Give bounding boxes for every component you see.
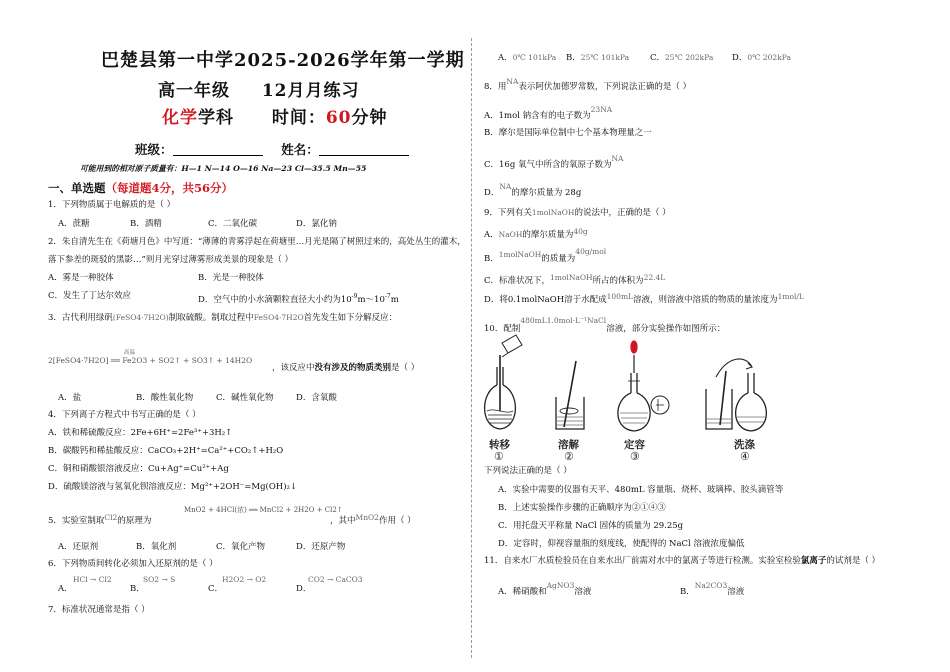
q9-d-label: D．将0.1molNaOH溶于水配成 (484, 295, 607, 305)
q3-option-c: C．碱性氧化物 (216, 393, 274, 403)
q10-question: 下列说法正确的是（ ） (484, 466, 572, 476)
class-label: 班级： (135, 142, 173, 157)
q3-tail-bold: 没有涉及的物质类别 (314, 363, 392, 373)
q6-stem: 6．下列物质间转化必须加入还原剂的是（ ） (48, 559, 218, 569)
q5-mno2: MnO2 (355, 513, 379, 522)
section-note: （每道题4分，共56分） (105, 181, 234, 195)
q8-option-a (484, 104, 612, 122)
q7-option-c (650, 52, 713, 64)
q9-option-b (484, 246, 606, 265)
q2-stem-line2: 落下参差的斑驳的黑影…”则月光穿过薄雾形成美景的现象是（ ） (48, 255, 294, 265)
q6-a-formula: HCl → Cl2 (73, 575, 112, 584)
q5-option-d: D．还原产物 (296, 542, 346, 552)
q9-d-formula1: 100mL (606, 292, 634, 301)
q11-b-post: 溶液 (727, 587, 745, 597)
q8-stem (484, 76, 691, 93)
q8-option-b: B．摩尔是国际单位制中七个基本物理量之一 (484, 128, 652, 138)
caption-4: 洗涤 (734, 439, 755, 451)
q11-stem-bold: 氯离子 (800, 556, 827, 566)
subject-rest: 学科 (198, 108, 234, 128)
q11-stem-pre: 11．自来水厂水质检验员在自来水出厂前需对水中的氯离子等进行检测。实验室检验 (484, 556, 801, 566)
caption-1: 转移 (489, 439, 510, 451)
step-number-4: ④ (740, 450, 750, 463)
time-unit: 分钟 (351, 108, 388, 128)
q7-b-formula: 25℃ 101kPa (580, 53, 630, 62)
q8-stem-pre: 8．用 (484, 82, 507, 92)
q5-equation: MnO2 + 4HCl(浓) ══ MnCl2 + 2H2O + Cl2↑ (184, 506, 343, 514)
q11-a-pre: A．稀硝酸和 (498, 587, 547, 597)
q1-option-d: D．氯化钠 (296, 219, 337, 229)
q5-tail (330, 512, 416, 527)
q11-option-a (498, 580, 591, 598)
q10-option-d: D．定容时，仰视容量瓶的刻度线，使配得的 NaCl 溶液浓度偏低 (498, 539, 745, 549)
dissolve-apparatus (556, 361, 584, 429)
q6-c-formula: H2O2 → O2 (222, 575, 267, 584)
q8-d-formula: NA (499, 182, 512, 191)
q5-option-b: B．氧化剂 (136, 542, 177, 552)
q3-tail-post: 是（ ） (391, 363, 420, 373)
atomic-masses: 可能用到的相对原子质量有：H—1 N—14 O—16 Na—23 Cl—35.5 Mn—55 (80, 164, 367, 173)
q10-option-b: B．上述实验操作步骤的正确顺序为②①④③ (498, 503, 666, 513)
q2-d-exp1: -9 (351, 293, 358, 300)
q7-option-d (732, 52, 791, 64)
q3-stem-pre: 3．古代利用绿矾 (48, 313, 113, 323)
q9-c-formula1: 1molNaOH (550, 273, 593, 282)
q9-b-formula2: 40g/mol (575, 247, 607, 256)
q3-option-a: A．盐 (58, 393, 82, 403)
q9-d-mid: 溶液，则溶液中溶质的物质的量浓度为 (633, 295, 778, 305)
grade-label: 高一年级 (158, 81, 230, 101)
q5-option-c: C．氧化产物 (216, 542, 266, 552)
washing-apparatus (706, 359, 766, 431)
q5-stem-post: ，其中 (330, 516, 356, 526)
q1-option-b: B．酒精 (130, 219, 162, 229)
q7-c-formula: 25℃ 202kPa (665, 53, 714, 62)
q5-stem (48, 512, 151, 527)
q3-stem-post: 首先发生如下分解反应： (303, 313, 398, 323)
q2-option-c: C．发生了丁达尔效应 (48, 291, 132, 301)
q3-option-b: B．酸性氧化物 (136, 393, 194, 403)
q7-option-a (498, 52, 556, 64)
q10-formula: 480mL1.0mol·L⁻¹NaCl (520, 316, 607, 325)
q10-option-a: A．实验中需要的仪器有天平、480mL 容量瓶、烧杯、玻璃棒、胶头滴管等 (498, 485, 784, 495)
q7-option-b (566, 52, 629, 64)
q9-option-d (484, 291, 804, 306)
q8-na: NA (506, 77, 519, 86)
q11-b-formula: Na2CO3 (694, 581, 728, 590)
q6-d-formula: CO2 → CaCO3 (308, 575, 363, 584)
q8-a-pre: A．1mol 钠含有的电子数为 (484, 111, 591, 121)
q9-a-formula1: NaOH (498, 230, 523, 239)
q3-tail-pre: ，该反应中 (272, 363, 315, 373)
q5-stem-mid: 的原理为 (117, 516, 152, 526)
q9-c-mid: 所占的体积为 (592, 276, 644, 286)
q9-option-c (484, 272, 665, 287)
q1-stem: 1．下列物质属于电解质的是（ ） (48, 200, 176, 210)
q10-stem (484, 315, 725, 335)
q11-a-post: 溶液 (574, 587, 592, 597)
q6-b-formula: SO2 → S (143, 575, 176, 584)
exam-name: 12月月练习 (261, 81, 360, 101)
q9-b-mid: 的质量为 (541, 254, 576, 264)
q7-d-formula: 0℃ 202kPa (747, 53, 791, 62)
q5-cl2: Cl2 (104, 513, 118, 522)
q3-option-d: D．含氧酸 (296, 393, 337, 403)
q3-stem-mid: 制取硫酸。制取过程中 (168, 313, 254, 323)
q7-a-label: A． (498, 53, 513, 63)
q7-stem: 7．标准状况通常是指（ ） (48, 605, 150, 615)
q2-d-exp2: -7 (384, 293, 391, 300)
exam-subtitle (158, 76, 360, 101)
q5-stem-pre: 5．实验室制取 (48, 516, 105, 526)
q8-d-post: 的摩尔质量为 28g (511, 188, 582, 198)
q3-stem (48, 312, 397, 324)
q11-a-formula: AgNO3 (546, 581, 575, 590)
q2-option-a: A．雾是一种胶体 (48, 273, 114, 283)
q2-stem-line1: 2．朱自清先生在《荷塘月色》中写道：“薄薄的青雾浮起在荷塘里…月光是隔了树照过来的，高处丛生的灌木， (48, 237, 466, 247)
q8-c-pre: C．16g 氧气中所含的氧原子数为 (484, 160, 612, 170)
step-number-1: ① (494, 450, 504, 463)
q9-c-label: C．标准状况下， (484, 276, 551, 286)
q1-option-c: C．二氧化碳 (208, 219, 258, 229)
q4-option-a: A．铁和稀硫酸反应：2Fe+6H⁺=2Fe³⁺+3H₂↑ (48, 428, 233, 438)
constant-volume-apparatus (618, 341, 669, 431)
name-blank[interactable] (319, 144, 409, 156)
time-label: 时间： (271, 108, 326, 128)
column-divider (471, 38, 472, 658)
student-info-line (135, 140, 409, 158)
section-title: 一、单选题 (48, 181, 106, 195)
q9-b-label: B． (484, 254, 499, 264)
q11-stem-post: 的试剂是（ ） (826, 556, 881, 566)
q10-stem-pre: 10．配制 (484, 324, 521, 334)
q4-option-c: C．铜和硝酸银溶液反应：Cu+Ag⁺=Cu²⁺+Ag (48, 464, 229, 474)
q3-formula-2: FeSO4·7H2O (253, 313, 304, 322)
class-blank[interactable] (173, 144, 263, 156)
subject-line (162, 103, 388, 128)
q8-a-formula: 23NA (590, 105, 613, 114)
q11-b-pre: B． (680, 587, 695, 597)
q2-d-pre: D．空气中的小水滴颗粒直径大小约为10 (198, 295, 352, 305)
q7-c-label: C． (650, 53, 666, 63)
q9-c-formula2: 22.4L (643, 273, 666, 282)
q7-d-label: D． (732, 53, 748, 63)
q3-formula-1: (FeSO4·7H2O) (112, 313, 169, 322)
q4-stem: 4．下列离子方程式中书写正确的是（ ） (48, 410, 201, 420)
q6-option-b: B． (130, 584, 145, 594)
q5-option-a: A．还原剂 (58, 542, 99, 552)
q10-stem-post: 溶液，部分实验操作如图所示： (606, 324, 726, 334)
q1-option-a: A．蔗糖 (58, 219, 90, 229)
q11-stem (484, 556, 880, 567)
caption-3: 定容 (624, 439, 645, 451)
q4-option-b: B．碳酸钙和稀盐酸反应：CaCO₃+2H⁺=Ca²⁺+CO₂↑+H₂O (48, 446, 284, 456)
name-label: 姓名： (281, 142, 319, 157)
caption-2: 溶解 (558, 439, 579, 451)
q8-stem-post: 表示阿伏加德罗常数，下列说法正确的是（ ） (518, 82, 692, 92)
q9-stem-pre: 9．下列有关 (484, 208, 532, 218)
q9-a-formula2: 40g (573, 227, 588, 236)
section-heading (48, 180, 233, 196)
q9-option-a (484, 226, 588, 241)
q2-option-b: B．光是一种胶体 (198, 273, 264, 283)
q3-tail (272, 363, 419, 374)
q10-option-c: C．用托盘天平称量 NaCl 固体的质量为 29.25g (498, 521, 684, 531)
q8-option-d: D．NA的摩尔质量为 28g (484, 182, 582, 198)
q9-d-formula2: 1mol/L (777, 292, 804, 301)
q8-c-formula: NA (611, 154, 624, 163)
q2-option-d (198, 291, 399, 306)
q9-a-label: A． (484, 230, 499, 240)
q6-option-c: C． (208, 584, 224, 594)
exam-title: 巴楚县第一中学2025-2026学年第一学期 (101, 50, 465, 71)
time-value: 60 (325, 108, 352, 128)
q3-equation: 2[FeSO4·7H2O] ══ Fe2O3 + SO2↑ + SO3↑ + 14H2O (48, 356, 253, 365)
q4-option-d: D．硫酸镁溶液与氢氧化钡溶液反应：Mg²⁺+2OH⁻=Mg(OH)₂↓ (48, 482, 298, 492)
q8-option-c (484, 153, 623, 171)
q2-d-post: m (390, 295, 399, 305)
subject-highlight: 化学 (162, 108, 198, 128)
q5-stem-end: 作用（ ） (378, 516, 416, 526)
q9-stem-post: 的说法中，正确的是（ ） (574, 208, 671, 218)
step-number-3: ③ (630, 450, 640, 463)
q6-option-a: A． (58, 584, 73, 594)
q9-b-formula1: 1molNaOH (498, 250, 542, 259)
q9-stem (484, 207, 671, 219)
transfer-apparatus (485, 335, 522, 429)
q9-formula: 1molNaOH (531, 208, 575, 217)
q9-a-mid: 的摩尔质量为 (522, 230, 574, 240)
q3-condition: 高温 (124, 350, 136, 356)
q6-option-d: D． (296, 584, 312, 594)
q2-d-mid: m～10 (357, 295, 385, 305)
q7-b-label: B． (566, 53, 581, 63)
q11-option-b (680, 580, 744, 598)
step-number-2: ② (564, 450, 574, 463)
q7-a-formula: 0℃ 101kPa (512, 53, 557, 62)
